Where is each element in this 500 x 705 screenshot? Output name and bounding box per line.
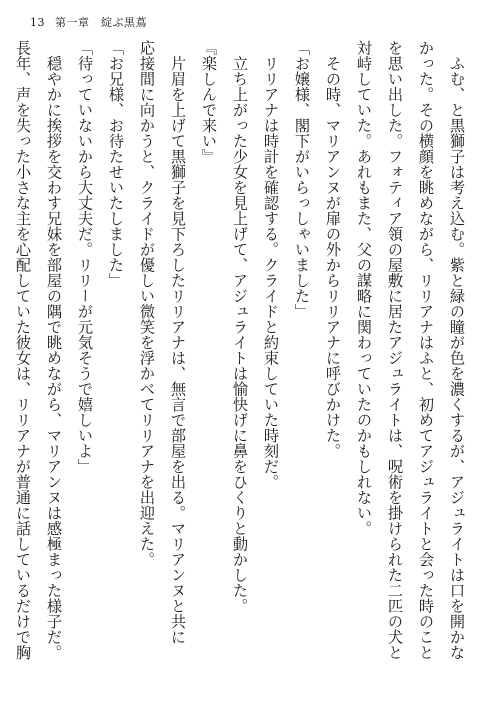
chapter-title: 第一章 綻ぶ黒蔦 — [55, 16, 147, 29]
text-line — [0, 40, 7, 690]
running-header — [30, 14, 147, 30]
text-line: ふむ、と黒獅子は考え込む。紫と緑の瞳が色を濃くするが、アジュライトは口を開かな — [448, 40, 466, 660]
text-line: 穏やかに挨拶を交わす兄妹を部屋の隅で眺めながら、マリアンヌは感極まった様子だ。 — [45, 40, 63, 660]
text-line: 「お嬢様、閣下がいらっしゃいました」 — [293, 40, 311, 319]
text-line: 長年、声を失った小さな主を心配していた彼女は、リリアナが普通に話しているだけで胸 — [14, 40, 32, 660]
text-line: 応接間に向かうと、クライドが優しい微笑を浮かべてリリアナを出迎えた。 — [138, 40, 156, 567]
page-number: 13 — [30, 16, 45, 29]
text-line: リリアナは時計を確認する。クライドと約束していた時刻だ。 — [262, 40, 280, 490]
text-line: 立ち上がった少女を見上げて、アジュライトは愉快げに鼻をひくりと動かした。 — [231, 40, 249, 614]
text-line: 片眉を上げて黒獅子を見下ろしたリリアナは、無言で部屋を出る。マリアンヌと共に — [169, 40, 187, 645]
body-text — [14, 40, 472, 690]
text-line: 『楽しんで来い』 — [200, 40, 218, 164]
text-line: かった。その横顔を眺めながら、リリアナはふと、初めてアジュライトと会った時のこと — [417, 40, 435, 660]
text-line: 「待っていないから大丈夫だ。リリーが元気そうで嬉しいよ」 — [76, 40, 94, 474]
text-line: その時、マリアンヌが扉の外からリリアナに呼びかけた。 — [324, 40, 342, 459]
text-line: 「お兄様、お待たせいたしました」 — [107, 40, 125, 288]
text-line: 対峙していた。あれもまた、父の謀略に関わっていたのかもしれない。 — [355, 40, 373, 536]
text-line: を思い出した。フォティア領の屋敷に居たアジュライトは、呪術を掛けられた二匹の犬と — [386, 40, 404, 660]
